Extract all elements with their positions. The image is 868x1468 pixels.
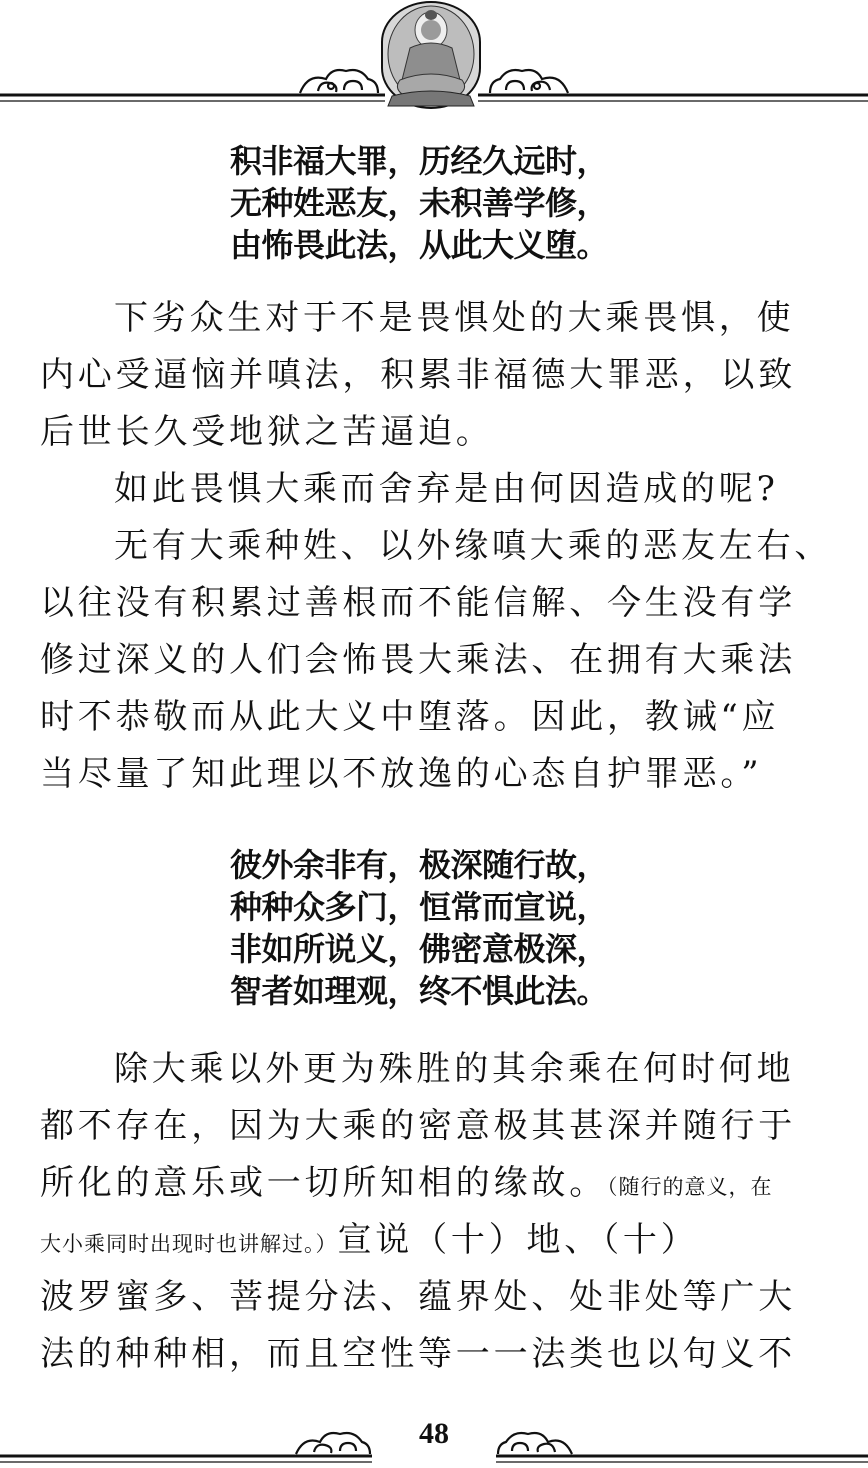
prose-line: 如此畏惧大乘而舍弃是由何因造成的呢? (114, 469, 779, 509)
commentary-block-1 (40, 290, 833, 803)
prose-line: 波罗蜜多、菩提分法、蕴界处、处非处等广大 (40, 1277, 796, 1317)
verse-line: 无种姓恶友，未积善学修， (230, 184, 609, 222)
verse-block-1 (230, 140, 608, 266)
buddha-emblem-icon (0, 0, 868, 112)
annotation-note: 大小乘同时出现时也讲解过。） (40, 1232, 338, 1256)
verse-line: 积非福大罪，历经久远时， (230, 142, 609, 180)
prose-line: 时不恭敬而从此大义中堕落。因此，教诫“应 (40, 697, 780, 737)
verse-line: 非如所说义，佛密意极深， (230, 930, 609, 968)
prose-line: 除大乘以外更为殊胜的其余乘在何时何地 (114, 1049, 795, 1089)
prose-line: 当尽量了知此理以不放逸的心态自护罪恶。” (40, 754, 763, 794)
prose-line: 内心受逼恼并嗔法，积累非福德大罪恶，以致 (40, 355, 796, 395)
prose-line: 无有大乘种姓、以外缘嗔大乘的恶友左右、 (114, 526, 833, 566)
prose-line (40, 1212, 830, 1269)
page-header-ornament (0, 0, 868, 112)
prose-line: 后世长久受地狱之苦逼迫。 (40, 412, 494, 452)
prose-segment: 所化的意乐或一切所知相的缘故。 (40, 1163, 607, 1203)
prose-line: 法的种种相，而且空性等一一法类也以句义不 (40, 1334, 796, 1374)
verse-line: 种种众多门，恒常而宣说， (230, 888, 609, 926)
verse-line: 由怖畏此法，从此大义堕。 (230, 226, 609, 264)
commentary-block-2 (40, 1041, 830, 1383)
verse-block-2 (230, 844, 608, 1012)
prose-line: 下劣众生对于不是畏惧处的大乘畏惧，使 (114, 298, 795, 338)
page-number: 48 (419, 1417, 449, 1450)
annotation-note: （随行的意义，在 (607, 1175, 773, 1199)
verse-line: 智者如理观，终不惧此法。 (230, 972, 609, 1010)
verse-line: 彼外余非有，极深随行故， (230, 846, 609, 884)
prose-segment: 宣说（十）地、（十） (337, 1220, 699, 1260)
prose-line (40, 1155, 830, 1212)
prose-line: 修过深义的人们会怖畏大乘法、在拥有大乘法 (40, 640, 796, 680)
prose-line: 以往没有积累过善根而不能信解、今生没有学 (40, 583, 796, 623)
prose-line: 都不存在，因为大乘的密意极其甚深并随行于 (40, 1106, 796, 1146)
